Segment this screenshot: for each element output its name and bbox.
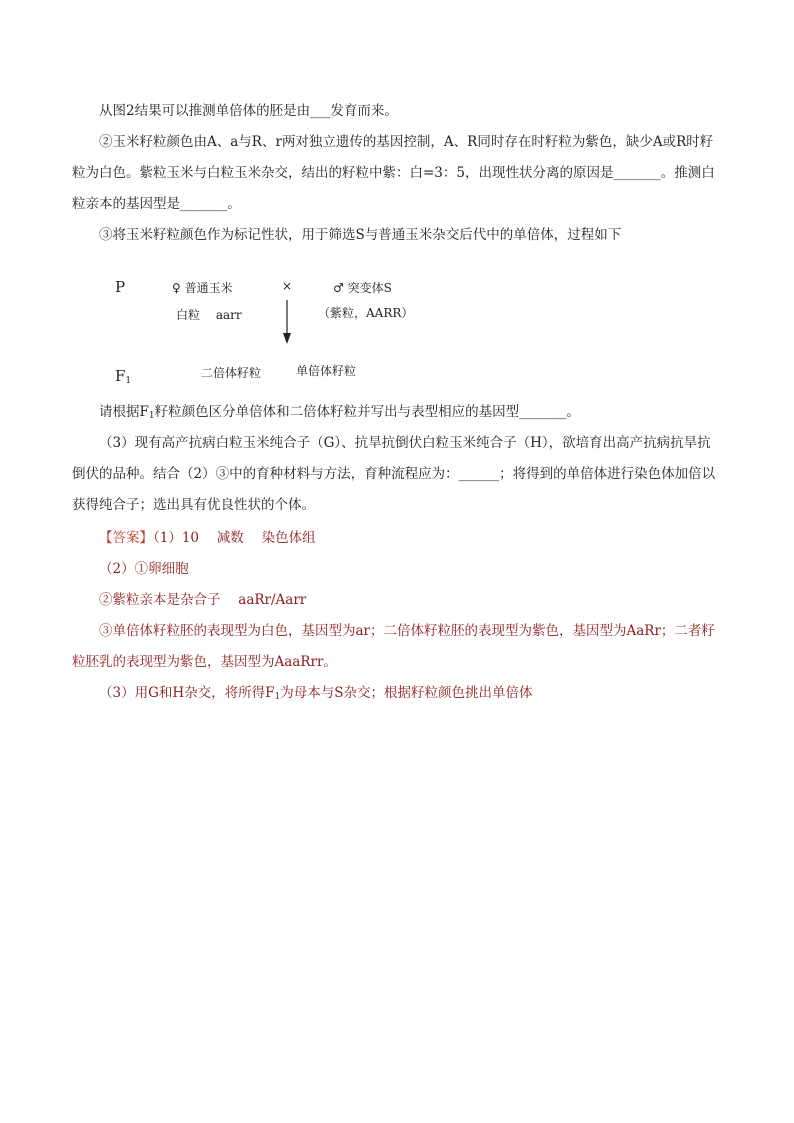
paragraph-kernel-color: ②玉米籽粒颜色由A、a与R、r两对独立遗传的基因控制，A、R同时存在时籽粒为紫色，缺少A或R时籽粒为白色。紫粒玉米与白粒玉米杂交，结出的籽粒中紫：白=3：5，出现性状分离的原因是_______。推测白粒亲本的基因型是_______。 (72, 134, 715, 212)
answer-label: 【答案】 (99, 530, 153, 546)
diagram-male-desc: （紫粒，AARR） (318, 306, 414, 320)
answer-line-4: ③单倍体籽粒胚的表现型为白色，基因型为ar；二倍体籽粒胚的表现型为紫色，基因型为AaRr；二者籽粒胚乳的表现型为紫色，基因型为AaaRrr。 (72, 623, 715, 670)
answer-line-2: （2）①卵细胞 (99, 561, 189, 577)
diagram-cross-symbol: × (282, 279, 293, 293)
paragraph-f1-question: 请根据$F_1$籽粒颜色区分单倍体和二倍体籽粒并写出与表型相应的基因型_______。 (99, 404, 580, 421)
answer-line-1: 【答案】（1）10 减数 染色体组 (99, 530, 316, 546)
answer-line-5: （3）用G和H杂交，将所得$F_1$为母本与S杂交；根据籽粒颜色挑出单倍体 (99, 685, 533, 702)
diagram-female-desc: 白粒 aarr (176, 308, 242, 322)
diagram-female-parent: ♀ 普通玉米 (172, 281, 233, 295)
paragraph-marker-trait: ③将玉米籽粒颜色作为标记性状，用于筛选S与普通玉米杂交后代中的单倍体，过程如下 (99, 227, 622, 243)
diagram-f1-label: $F_1$ (115, 367, 132, 386)
diagram-haploid-kernel: 单倍体籽粒 (296, 364, 357, 378)
diagram-male-parent: ♂ 突变体S (333, 281, 392, 295)
diagram-diploid-kernel: 二倍体籽粒 (201, 366, 262, 380)
diagram-p-label: P (115, 278, 126, 296)
paragraph-haploid-origin: 从图2结果可以推测单倍体的胚是由___发育而来。 (99, 103, 398, 119)
answer-line-3: ②紫粒亲本是杂合子 aaRr/Aarr (99, 592, 307, 608)
paragraph-breeding-question: （3）现有高产抗病白粒玉米纯合子（G）、抗旱抗倒伏白粒玉米纯合子（H），欲培育出高产抗病抗旱抗倒伏的品种。结合（2）③中的育种材料与方法，育种流程应为：______；将得到的单倍体进行染色体加倍以获得纯合子；选出具有优良性状的个体。 (72, 435, 716, 513)
